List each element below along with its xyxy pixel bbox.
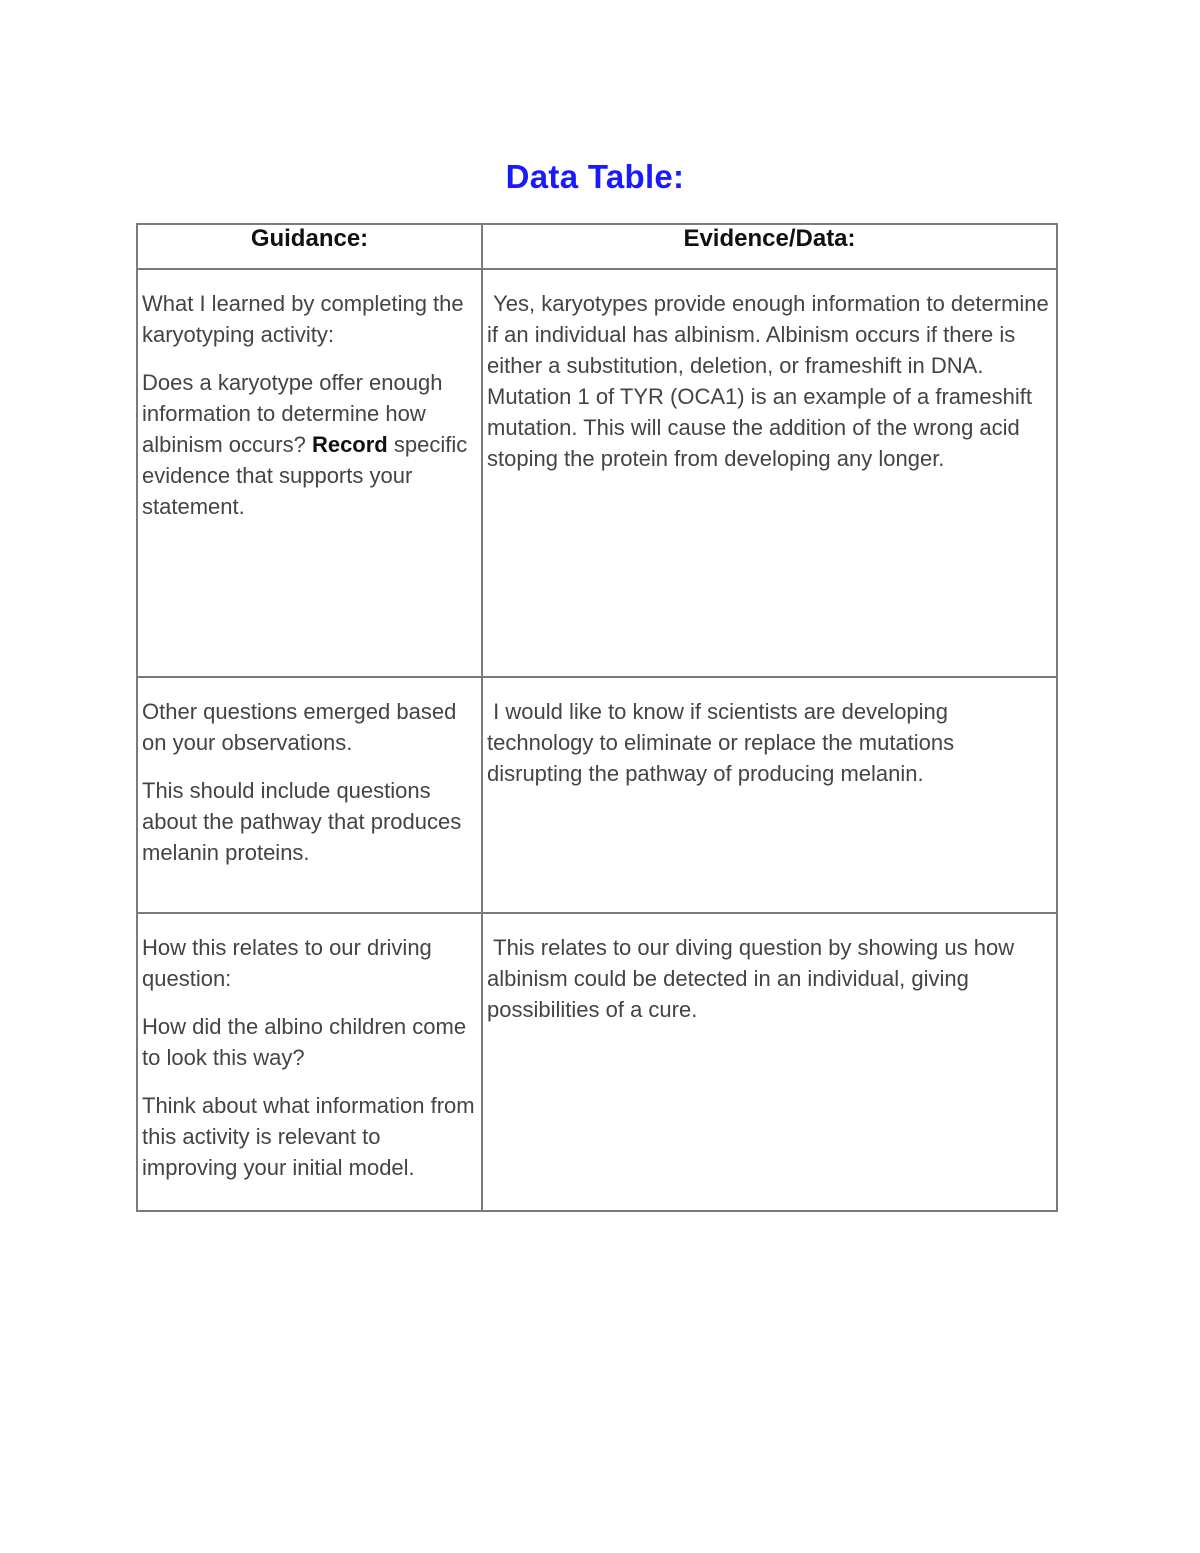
guidance-text: How did the albino children come to look this way? <box>142 1014 467 1070</box>
guidance-header: Guidance: <box>137 224 482 269</box>
evidence-cell <box>482 913 1057 1211</box>
evidence-text: This relates to our diving question by showing us how albinism could be detected in an individual, giving possibilities of a cure. <box>487 935 1021 1022</box>
table-row <box>137 913 1057 1211</box>
table-row <box>137 269 1057 677</box>
guidance-cell <box>137 677 482 913</box>
data-table <box>136 223 1058 1212</box>
record-emphasis: Record <box>311 432 388 457</box>
guidance-text-part: Does a karyotype offer enough information to determine how albinism occurs? <box>142 370 443 457</box>
guidance-cell <box>137 913 482 1211</box>
evidence-text: Yes, karyotypes provide enough information to determine if an individual has albinism. Albinism occurs if there is either a substitution, deletion, or frameshift in DNA. Mutation 1 of TYR (OCA1) is an example of a frameshift mutation. This will cause the addition of the wrong acid stoping the protein from developing any longer. <box>487 291 1055 471</box>
guidance-text-part: specific evidence that supports your statement. <box>142 432 468 519</box>
guidance-text: Think about what information from this activity is relevant to improving your initial model. <box>142 1093 475 1180</box>
guidance-text: How this relates to our driving question: <box>142 935 432 991</box>
guidance-text: What I learned by completing the karyotyping activity: <box>142 291 464 347</box>
guidance-text: This should include questions about the pathway that produces melanin proteins. <box>142 778 462 865</box>
table-header-row <box>137 224 1057 269</box>
evidence-header: Evidence/Data: <box>482 224 1057 269</box>
guidance-text <box>142 367 477 522</box>
table-row <box>137 677 1057 913</box>
evidence-cell <box>482 677 1057 913</box>
guidance-text: Other questions emerged based on your observations. <box>142 699 457 755</box>
guidance-cell <box>137 269 482 677</box>
page-title: Data Table: <box>505 158 685 195</box>
evidence-text: I would like to know if scientists are developing technology to eliminate or replace the mutations disrupting the pathway of producing melanin. <box>487 699 961 786</box>
evidence-cell <box>482 269 1057 677</box>
